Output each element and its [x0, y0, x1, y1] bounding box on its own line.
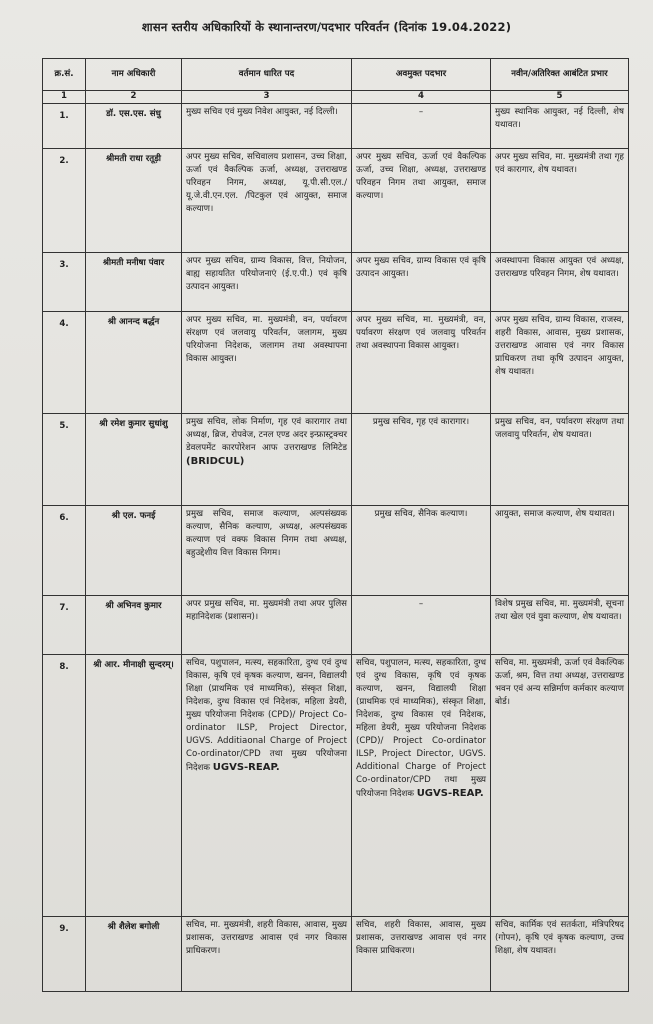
- relieved-charge: अपर मुख्य सचिव, ऊर्जा एवं वैकल्पिक ऊर्जा, उच्च शिक्षा, अध्यक्ष, उत्तराखण्ड परिवहन निगम तथा आयुक्त, समाज कल्याण।: [352, 149, 491, 253]
- column-number: 5: [491, 91, 629, 104]
- serial-number: 4.: [43, 312, 86, 414]
- new-charge: मुख्य स्थानिक आयुक्त, नई दिल्ली, शेष यथावत।: [491, 104, 629, 149]
- relieved-charge: –: [352, 104, 491, 149]
- header-relieved-charge: अवमुक्त पदभार: [352, 59, 491, 91]
- current-post: अपर मुख्य सचिव, मा. मुख्यमंत्री, वन, पर्यावरण संरक्षण एवं जलवायु परिवर्तन, जलागम, मुख्य परियोजना निदेशक, जलागम तथा अवस्थापना विकास आयुक्त।: [182, 312, 352, 414]
- current-post: अपर मुख्य सचिव, ग्राम्य विकास, वित्त, नियोजन, बाह्य सहायतित परियोजनाएं (ई.ए.पी.) एवं कृषि उत्पादन आयुक्त।: [182, 253, 352, 312]
- current-post: मुख्य सचिव एवं मुख्य निवेश आयुक्त, नई दिल्ली।: [182, 104, 352, 149]
- column-number: 1: [43, 91, 86, 104]
- officer-name: श्रीमती मनीषा पंवार: [86, 253, 182, 312]
- current-post: [182, 655, 352, 917]
- column-number: 3: [182, 91, 352, 104]
- new-charge: अवस्थापना विकास आयुक्त एवं अध्यक्ष, उत्तराखण्ड परिवहन निगम, शेष यथावत।: [491, 253, 629, 312]
- serial-number: 6.: [43, 506, 86, 596]
- relieved-charge: प्रमुख सचिव, गृह एवं कारागार।: [352, 414, 491, 506]
- officer-name: श्री आर. मीनाक्षी सुन्दरम्।: [86, 655, 182, 917]
- transfer-table: [42, 58, 629, 992]
- officer-name: श्री शैलेश बगोली: [86, 917, 182, 992]
- relieved-charge: अपर मुख्य सचिव, मा. मुख्यमंत्री, वन, पर्यावरण संरक्षण एवं जलवायु परिवर्तन तथा अवस्थापना विकास आयुक्त।: [352, 312, 491, 414]
- serial-number: 8.: [43, 655, 86, 917]
- serial-number: 5.: [43, 414, 86, 506]
- current-post: सचिव, मा. मुख्यमंत्री, शहरी विकास, आवास, मुख्य प्रशासक, उत्तराखण्ड आवास एवं नगर विकास प्राधिकरण।: [182, 917, 352, 992]
- relieved-charge: अपर मुख्य सचिव, ग्राम्य विकास एवं कृषि उत्पादन आयुक्त।: [352, 253, 491, 312]
- relieved-charge-bold: UGVS-REAP.: [416, 788, 484, 799]
- relieved-charge: [352, 655, 491, 917]
- header-officer-name: नाम अधिकारी: [86, 59, 182, 91]
- document-title: शासन स्तरीय अधिकारियों के स्थानान्तरण/पदभार परिवर्तन (दिनांक 19.04.2022): [141, 20, 512, 34]
- officer-name: डॉ. एस.एस. संधु: [86, 104, 182, 149]
- officer-name: श्री एल. फनई: [86, 506, 182, 596]
- officer-name: श्रीमती राधा रतूड़ी: [86, 149, 182, 253]
- table-row: [43, 506, 629, 596]
- column-number-row: [43, 91, 629, 104]
- officer-name: श्री रमेश कुमार सुधांशु: [86, 414, 182, 506]
- new-charge: विशेष प्रमुख सचिव, मा. मुख्यमंत्री, सूचना तथा खेल एवं युवा कल्याण, शेष यथावत।: [491, 596, 629, 655]
- header-new-charge: नवीन/अतिरिक्त आबंटित प्रभार: [491, 59, 629, 91]
- table-row: [43, 414, 629, 506]
- current-post-bold: UGVS-REAP.: [212, 762, 280, 773]
- current-post: अपर मुख्य सचिव, सचिवालय प्रशासन, उच्च शिक्षा, ऊर्जा एवं वैकल्पिक ऊर्जा, अध्यक्ष, उत्तराखण्ड परिवहन निगम, अध्यक्ष, यू.पी.सी.एल./यू.जे.वी.एन.एल. /पिटकुल एवं आयुक्त, समाज कल्याण।: [182, 149, 352, 253]
- table-row: [43, 917, 629, 992]
- relieved-charge: प्रमुख सचिव, सैनिक कल्याण।: [352, 506, 491, 596]
- new-charge: अपर मुख्य सचिव, मा. मुख्यमंत्री तथा गृह एवं कारागार, शेष यथावत।: [491, 149, 629, 253]
- current-post-text: प्रमुख सचिव, लोक निर्माण, गृह एवं कारागार तथा अध्यक्ष, ब्रिज, रोपवेज, टनल एण्ड अदर इन्फ्रास्ट्रक्चर डेवलपमेंट कारपोरेशन आफ उत्तराखण्ड लिमिटेड: [186, 417, 348, 453]
- officer-name: श्री आनन्द बर्द्धन: [86, 312, 182, 414]
- table-header-row: [43, 59, 629, 91]
- current-post: प्रमुख सचिव, समाज कल्याण, अल्पसंख्यक कल्याण, सैनिक कल्याण, अध्यक्ष, अल्पसंख्यक कल्याण एवं वक्फ विकास निगम तथा अध्यक्ष, बहुउद्देशीय वित्त विकास निगम।: [182, 506, 352, 596]
- new-charge: अपर मुख्य सचिव, ग्राम्य विकास, राजस्व, शहरी विकास, आवास, मुख्य प्रशासक, उत्तराखण्ड आवास एवं नगर विकास प्राधिकरण तथा कृषि उत्पादन आयुक्त, शेष यथावत।: [491, 312, 629, 414]
- new-charge: आयुक्त, समाज कल्याण, शेष यथावत।: [491, 506, 629, 596]
- header-serial: क्र.सं.: [43, 59, 86, 91]
- serial-number: 3.: [43, 253, 86, 312]
- serial-number: 9.: [43, 917, 86, 992]
- column-number: 4: [352, 91, 491, 104]
- relieved-charge-text: सचिव, पशुपालन, मत्स्य, सहकारिता, दुग्ध एवं दुग्ध विकास, कृषि एवं कृषक कल्याण, खनन, विद्यालयी शिक्षा (प्राथमिक एवं माध्यमिक), संस्कृत शिक्षा, निदेशक, दुग्ध विकास एवं निदेशक, महिला डेयरी, मुख्य परियोजना निदेशक (CPD)/ Project Co-ordinator ILSP, Project Director, UGVS. Additional Charge of Project Co-ordinator/CPD तथा मुख्य परियोजना निदेशक: [356, 658, 486, 799]
- current-post-text: सचिव, पशुपालन, मत्स्य, सहकारिता, दुग्ध एवं दुग्ध विकास, कृषि एवं कृषक कल्याण, खनन, विद्यालयी शिक्षा (प्राथमिक एवं माध्यमिक), संस्कृत शिक्षा, निदेशक, दुग्ध विकास एवं निदेशक, महिला डेयरी, मुख्य परियोजना निदेशक (CPD)/ Project Co-ordinator ILSP, Project Director, UGVS. Additiaonal Charge of Project Co-ordinator/CPD तथा मुख्य परियोजना निदेशक: [186, 658, 347, 773]
- table-row: [43, 253, 629, 312]
- table-row: [43, 596, 629, 655]
- current-post-bold: (BRIDCUL): [186, 456, 245, 467]
- relieved-charge: –: [352, 596, 491, 655]
- serial-number: 2.: [43, 149, 86, 253]
- table-row: [43, 104, 629, 149]
- new-charge: प्रमुख सचिव, वन, पर्यावरण संरक्षण तथा जलवायु परिवर्तन, शेष यथावत।: [491, 414, 629, 506]
- new-charge: सचिव, कार्मिक एवं सतर्कता, मंत्रिपरिषद (गोपन), कृषि एवं कृषक कल्याण, उच्च शिक्षा, शेष यथावत।: [491, 917, 629, 992]
- serial-number: 1.: [43, 104, 86, 149]
- column-number: 2: [86, 91, 182, 104]
- relieved-charge: सचिव, शहरी विकास, आवास, मुख्य प्रशासक, उत्तराखण्ड आवास एवं नगर विकास प्राधिकरण।: [352, 917, 491, 992]
- table-row: [43, 655, 629, 917]
- table-row: [43, 149, 629, 253]
- current-post: अपर प्रमुख सचिव, मा. मुख्यमंत्री तथा अपर पुलिस महानिदेशक (प्रशासन)।: [182, 596, 352, 655]
- serial-number: 7.: [43, 596, 86, 655]
- officer-name: श्री अभिनव कुमार: [86, 596, 182, 655]
- new-charge: सचिव, मा. मुख्यमंत्री, ऊर्जा एवं वैकल्पिक ऊर्जा, श्रम, वित्त तथा अध्यक्ष, उत्तराखण्ड भवन एवं अन्य सन्निर्माण कर्मकार कल्याण बोर्ड।: [491, 655, 629, 917]
- current-post: [182, 414, 352, 506]
- header-current-post: वर्तमान धारित पद: [182, 59, 352, 91]
- table-row: [43, 312, 629, 414]
